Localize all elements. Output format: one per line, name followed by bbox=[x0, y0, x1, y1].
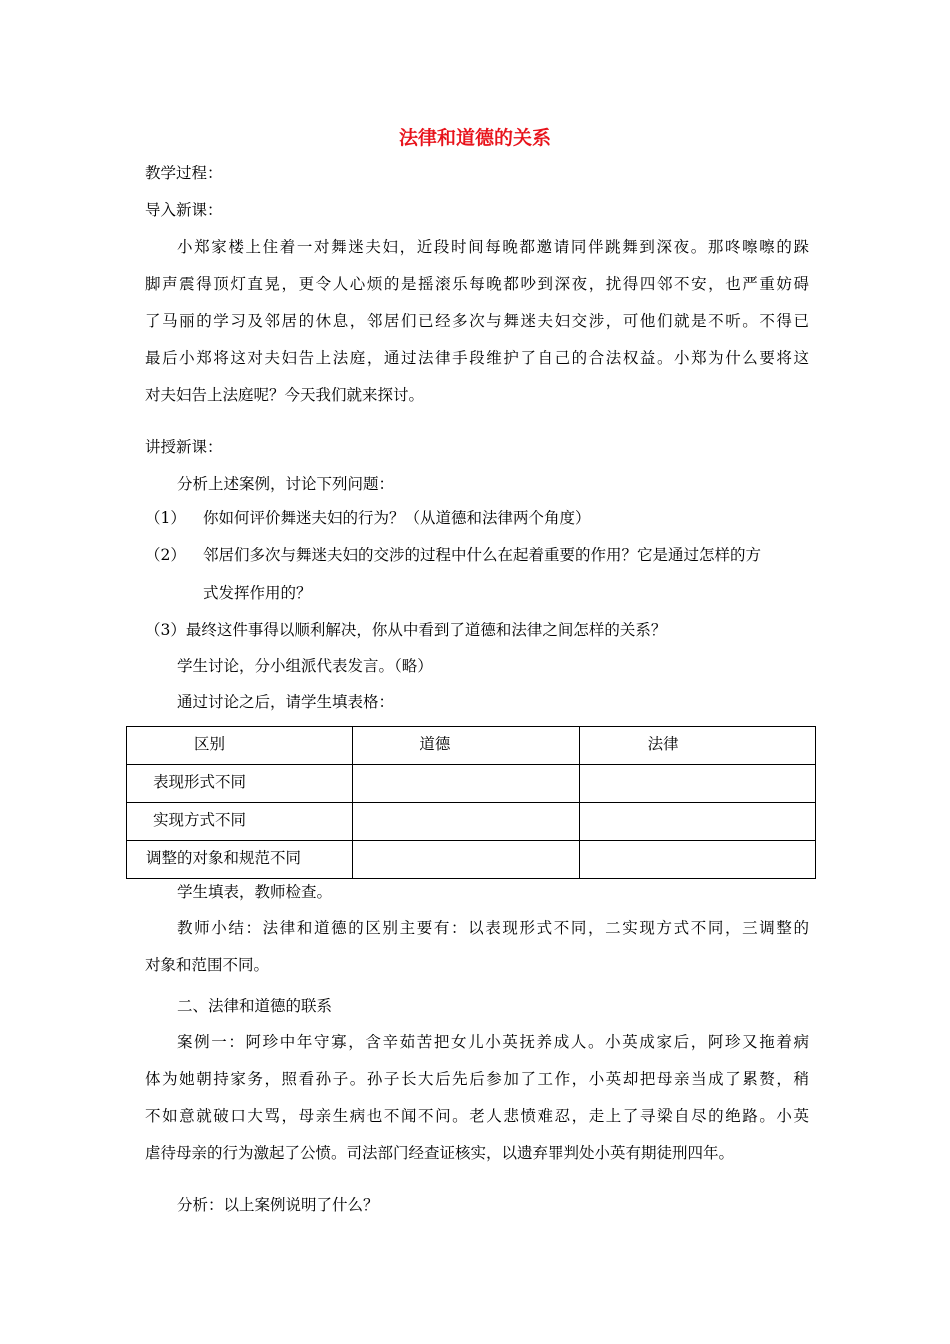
table-cell: 调整的对象和规范不同 bbox=[127, 841, 353, 879]
summary-line: 对象和范围不同。 bbox=[145, 956, 270, 974]
intro-line: 小郑家楼上住着一对舞迷夫妇，近段时间每晚都邀请同伴跳舞到深夜。那咚嚓嚓的跺 bbox=[177, 238, 809, 256]
intro-paragraph bbox=[145, 229, 809, 414]
table-header-cell: 道德 bbox=[353, 727, 579, 765]
table-row bbox=[127, 841, 816, 879]
table-header-cell: 区别 bbox=[127, 727, 353, 765]
intro-line: 最后小郑将这对夫妇告上法庭，通过法律手段维护了自己的合法权益。小郑为什么要将这 bbox=[145, 349, 809, 367]
student-discussion-note: 学生讨论，分小组派代表发言。（略） bbox=[177, 657, 433, 675]
table-cell[interactable] bbox=[579, 765, 815, 803]
section-intro: 导入新课： bbox=[145, 201, 223, 219]
table-cell: 实现方式不同 bbox=[127, 803, 353, 841]
table-cell: 表现形式不同 bbox=[127, 765, 353, 803]
question-1-number: （1） bbox=[145, 509, 186, 527]
table-row bbox=[127, 765, 816, 803]
table-row bbox=[127, 803, 816, 841]
case-paragraph bbox=[145, 1024, 809, 1172]
teacher-summary bbox=[145, 910, 809, 984]
question-2-text: 邻居们多次与舞迷夫妇的交涉的过程中什么在起着重要的作用？它是通过怎样的方 bbox=[203, 546, 762, 564]
section-two-heading: 二、法律和道德的联系 bbox=[177, 997, 333, 1015]
student-fill-note: 学生填表，教师检查。 bbox=[177, 883, 333, 901]
table-cell[interactable] bbox=[353, 765, 579, 803]
fill-table-prompt: 通过讨论之后，请学生填表格： bbox=[177, 693, 395, 711]
summary-line: 教师小结：法律和道德的区别主要有：以表现形式不同，二实现方式不同，三调整的 bbox=[177, 919, 809, 937]
question-2-text-continued: 式发挥作用的？ bbox=[203, 584, 312, 602]
comparison-table bbox=[126, 726, 816, 879]
case-line: 体为她朝持家务，照看孙子。孙子长大后先后参加了工作，小英却把母亲当成了累赘，稍 bbox=[145, 1070, 809, 1088]
intro-line: 对夫妇告上法庭呢？今天我们就来探讨。 bbox=[145, 386, 425, 404]
analysis-question: 分析：以上案例说明了什么？ bbox=[177, 1196, 379, 1214]
case-line: 案例一：阿珍中年守寡，含辛茹苦把女儿小英抚养成人。小英成家后，阿珍又拖着病 bbox=[177, 1033, 809, 1051]
table-cell[interactable] bbox=[579, 841, 815, 879]
case-line: 虐待母亲的行为激起了公愤。司法部门经查证核实，以遗弃罪判处小英有期徒刑四年。 bbox=[145, 1144, 735, 1162]
case-line: 不如意就破口大骂，母亲生病也不闻不问。老人悲愤难忍，走上了寻梁自尽的绝路。小英 bbox=[145, 1107, 809, 1125]
section-new-lesson: 讲授新课： bbox=[145, 438, 223, 456]
question-1-text: 你如何评价舞迷夫妇的行为？（从道德和法律两个角度） bbox=[203, 509, 591, 527]
table-cell[interactable] bbox=[353, 803, 579, 841]
discussion-prompt: 分析上述案例，讨论下列问题： bbox=[177, 475, 395, 493]
intro-line: 了马丽的学习及邻居的休息，邻居们已经多次与舞迷夫妇交涉，可他们就是不听。不得已 bbox=[145, 312, 809, 330]
table-header-cell: 法律 bbox=[579, 727, 815, 765]
document-title: 法律和道德的关系 bbox=[398, 127, 551, 149]
table-header-row bbox=[127, 727, 816, 765]
section-teaching-process: 教学过程： bbox=[145, 164, 223, 182]
question-2-number: （2） bbox=[145, 546, 186, 564]
intro-line: 脚声震得顶灯直晃，更令人心烦的是摇滚乐每晚都吵到深夜，扰得四邻不安，也严重妨碍 bbox=[145, 275, 809, 293]
table-cell[interactable] bbox=[579, 803, 815, 841]
question-3-text: （3）最终这件事得以顺利解决，你从中看到了道德和法律之间怎样的关系？ bbox=[145, 621, 667, 639]
table-cell[interactable] bbox=[353, 841, 579, 879]
